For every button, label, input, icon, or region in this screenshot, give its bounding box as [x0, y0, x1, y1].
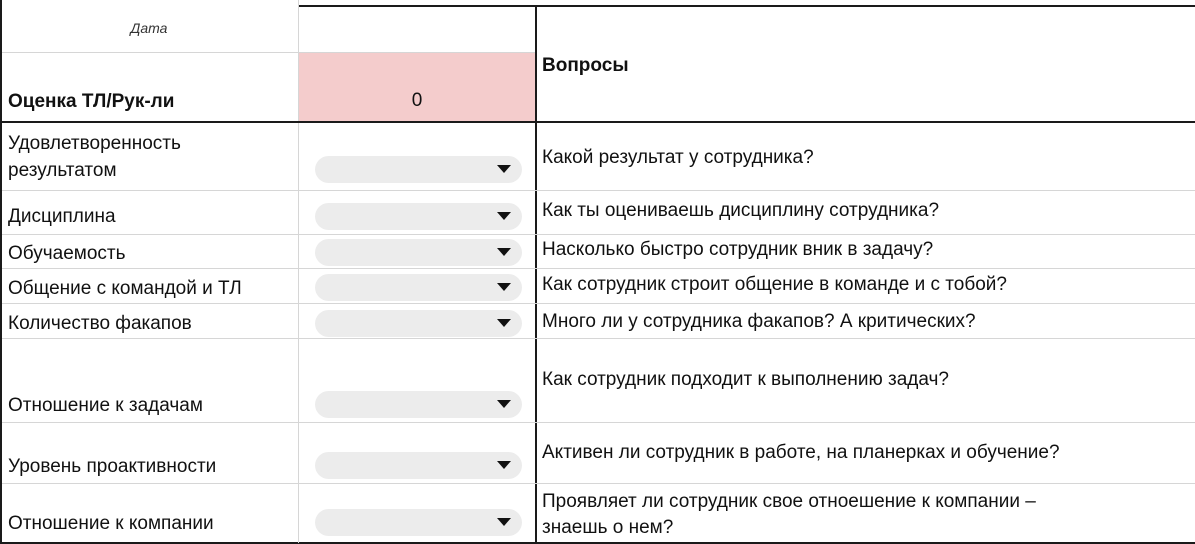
question-text: Насколько быстро сотрудник вник в задачу? — [542, 239, 934, 260]
rating-dropdown[interactable] — [315, 509, 522, 536]
grid-line — [298, 123, 299, 543]
question-text: Проявляет ли сотрудник свое отноешение к компании – — [542, 491, 1036, 512]
grid-line — [2, 483, 1195, 484]
criterion-label-line2: результатом — [8, 160, 117, 181]
criterion-label: Дисциплина — [8, 206, 116, 227]
triangle-down-icon — [497, 518, 511, 526]
questions-header: Вопросы — [542, 55, 629, 76]
grid-line — [2, 422, 1195, 423]
left-border — [0, 0, 2, 544]
question-text: Как ты оцениваешь дисциплину сотрудника? — [542, 200, 940, 221]
triangle-down-icon — [497, 165, 511, 173]
top-border — [298, 5, 1195, 7]
criterion-label: Удовлетворенность — [8, 133, 181, 154]
criterion-label: Общение с командой и ТЛ — [8, 278, 242, 299]
triangle-down-icon — [497, 248, 511, 256]
grid-line — [2, 234, 1195, 235]
rating-dropdown[interactable] — [315, 156, 522, 183]
column-divider — [535, 5, 537, 544]
date-label: Дата — [130, 20, 168, 36]
rating-dropdown[interactable] — [315, 452, 522, 479]
score-value: 0 — [411, 90, 423, 111]
score-label: Оценка ТЛ/Рук-ли — [8, 91, 175, 112]
rating-dropdown[interactable] — [315, 203, 522, 230]
rating-dropdown[interactable] — [315, 391, 522, 418]
rating-dropdown[interactable] — [315, 310, 522, 337]
criterion-label: Количество факапов — [8, 313, 192, 334]
rating-dropdown[interactable] — [315, 274, 522, 301]
triangle-down-icon — [497, 400, 511, 408]
question-text: Как сотрудник подходит к выполнению задач? — [542, 369, 949, 390]
grid-line — [2, 338, 1195, 339]
question-text: Как сотрудник строит общение в команде и с тобой? — [542, 274, 1007, 295]
question-text: Много ли у сотрудника факапов? А критических? — [542, 311, 976, 332]
header-bottom-border — [0, 121, 1195, 123]
question-text: Активен ли сотрудник в работе, на планерках и обучение? — [542, 442, 1060, 463]
rating-dropdown[interactable] — [315, 239, 522, 266]
grid-line — [2, 268, 1195, 269]
criterion-label: Отношение к задачам — [8, 395, 203, 416]
triangle-down-icon — [497, 283, 511, 291]
question-text-line2: знаешь о нем? — [542, 517, 674, 538]
triangle-down-icon — [497, 212, 511, 220]
triangle-down-icon — [497, 319, 511, 327]
question-text: Какой результат у сотрудника? — [542, 147, 814, 168]
grid-line — [2, 303, 1195, 304]
criterion-label: Уровень проактивности — [8, 456, 217, 477]
grid-line — [2, 190, 1195, 191]
triangle-down-icon — [497, 461, 511, 469]
criterion-label: Обучаемость — [8, 243, 126, 264]
criterion-label: Отношение к компании — [8, 513, 214, 534]
